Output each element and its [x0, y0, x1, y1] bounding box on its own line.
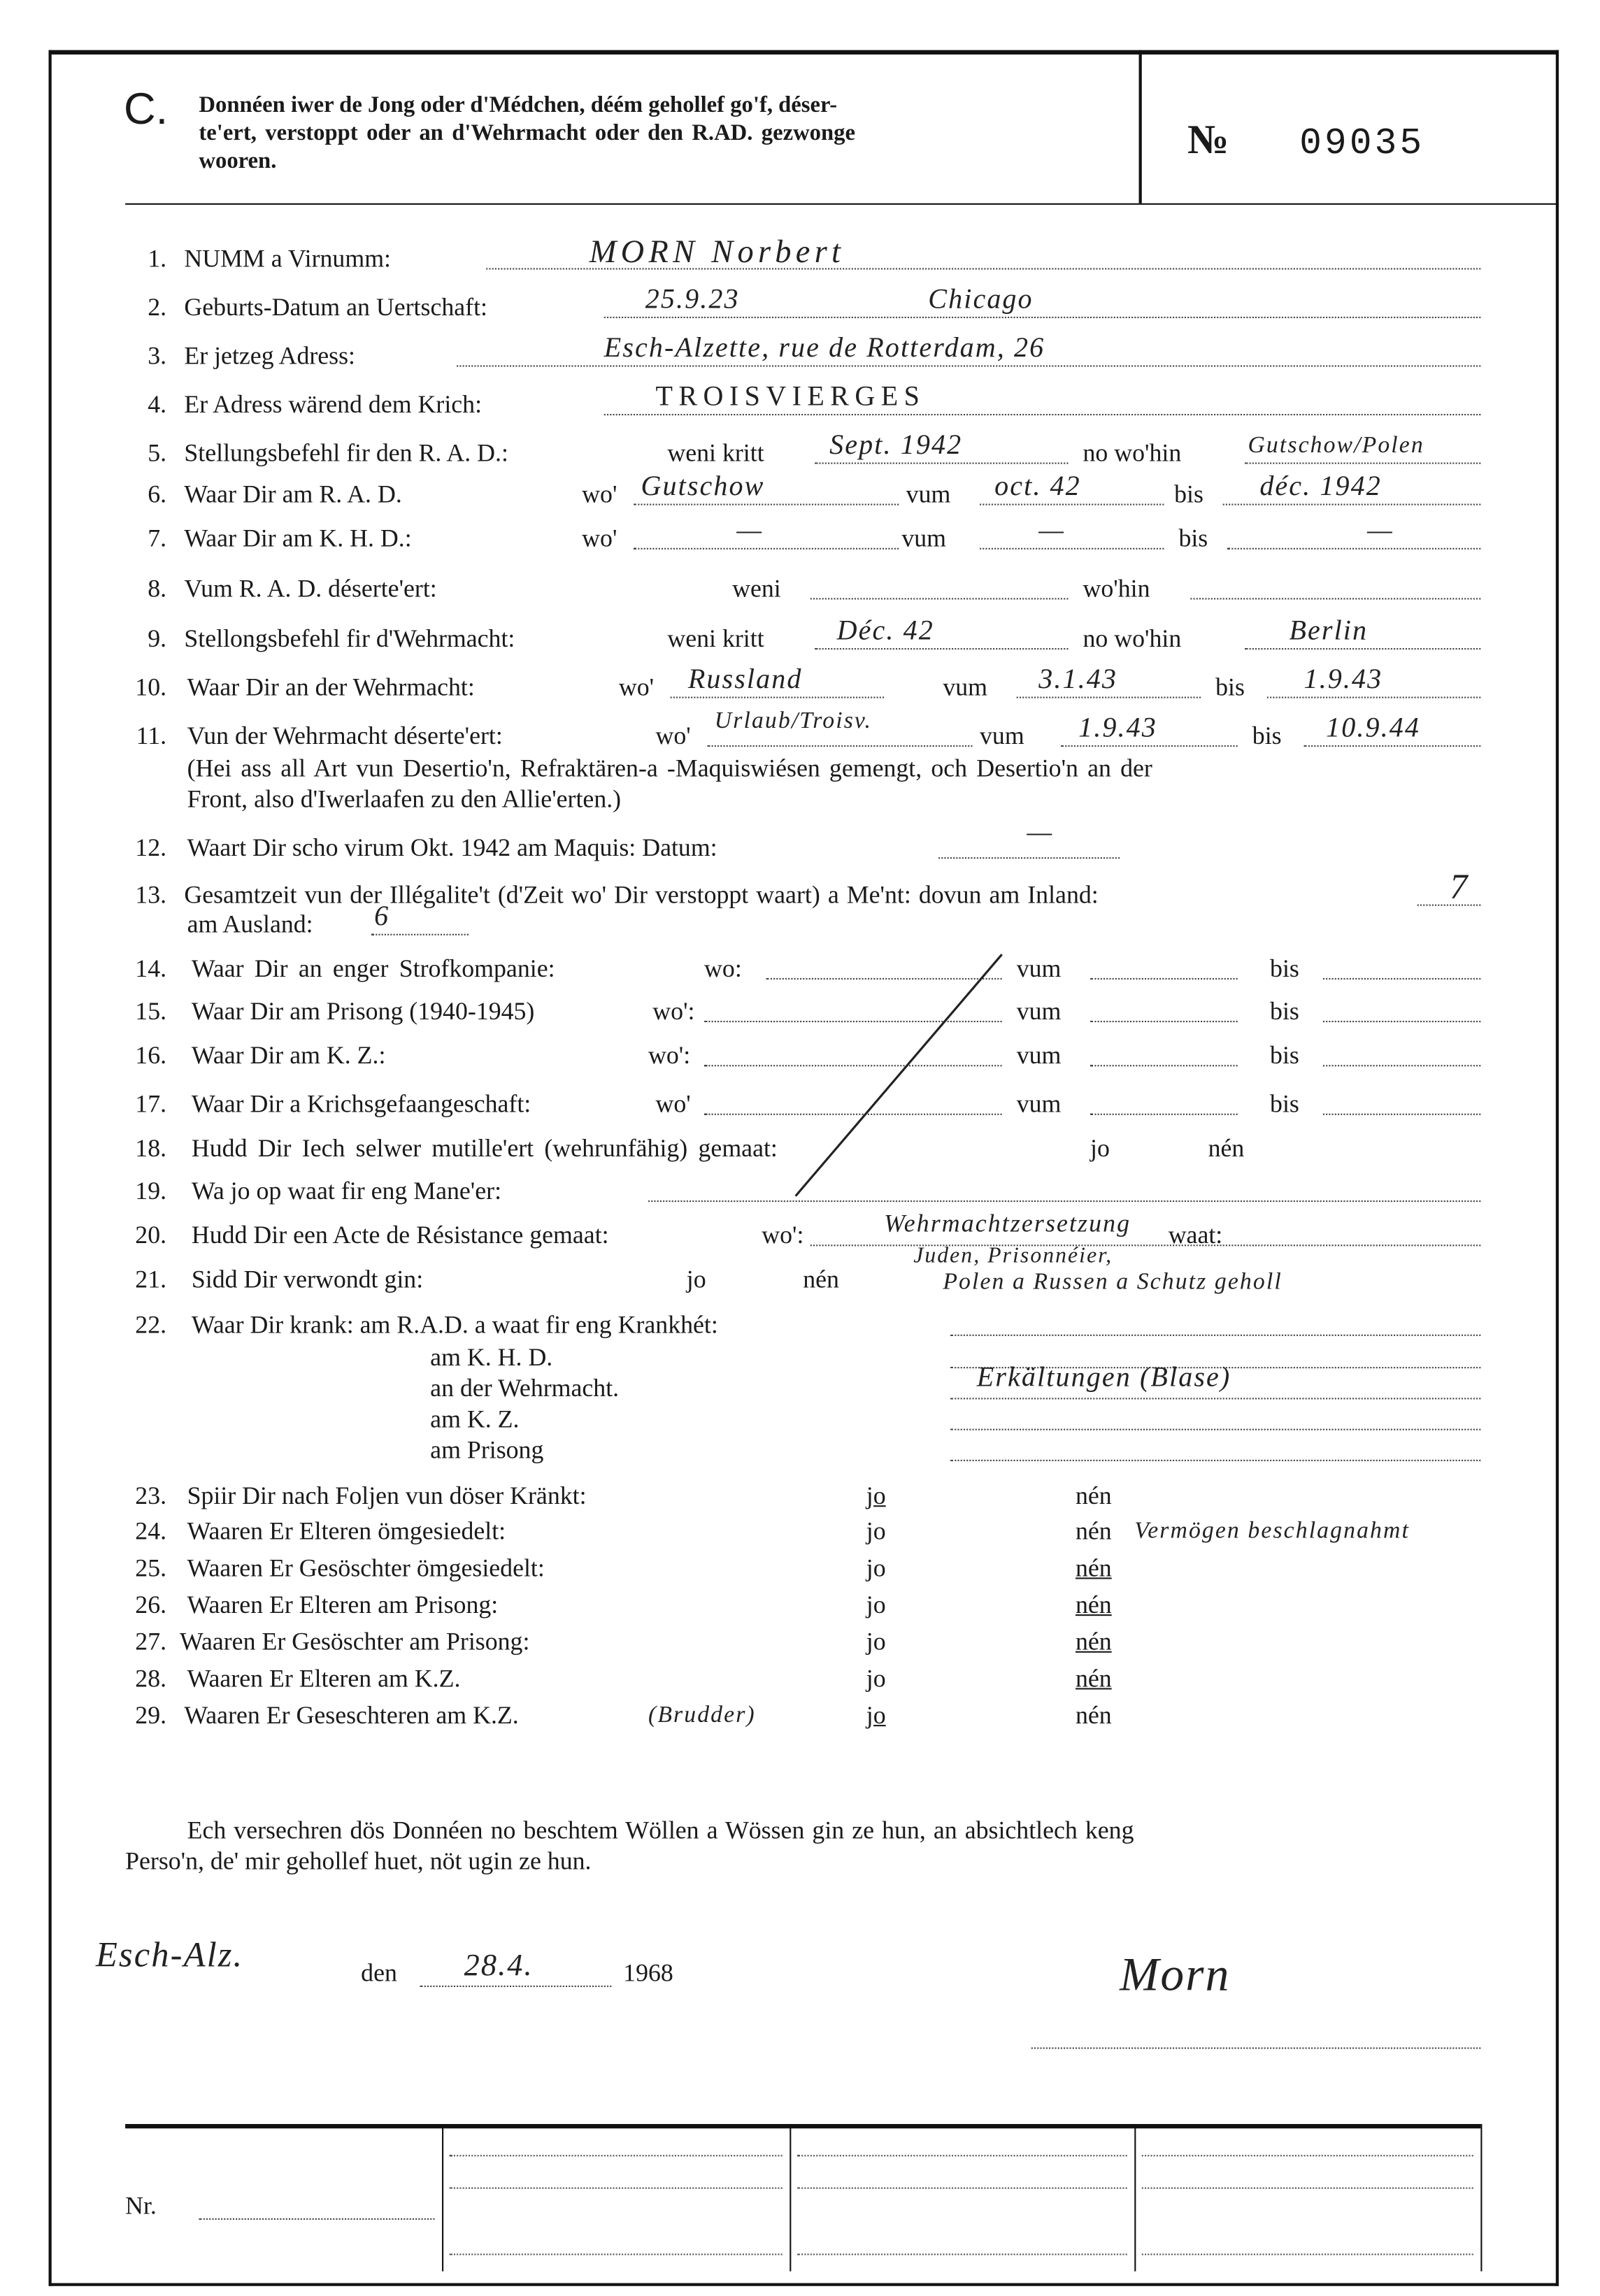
row-sublabel: am K. H. D. [430, 1343, 553, 1372]
row-label: NUMM a Virnumm: [184, 244, 392, 273]
handwritten-war-address: TROISVIERGES [655, 381, 926, 412]
row-number: 13. [135, 880, 167, 909]
where-label: wo' [618, 673, 655, 701]
from-label: vum [906, 480, 951, 508]
yes-option: jo [686, 1265, 706, 1293]
nr-field [199, 2195, 434, 2220]
to-label: bis [1270, 1041, 1299, 1070]
footer-divider [1134, 2124, 1136, 2272]
yes-option: jo [866, 1628, 886, 1656]
section-letter: C. [123, 85, 169, 134]
row-label: Hudd Dir een Acte de Résistance gemaat: [191, 1221, 609, 1249]
from-label: vum [1016, 997, 1062, 1026]
yes-option: jo [866, 1554, 886, 1582]
row-label: Waaren Er Elteren ömgesiedelt: [187, 1517, 506, 1546]
no-option-selected: nén [1075, 1591, 1112, 1619]
handwritten-to: 1.9.43 [1303, 664, 1383, 696]
row-number: 20. [135, 1221, 167, 1249]
where-label: wo': [762, 1221, 804, 1249]
signature-line [1031, 2047, 1481, 2049]
row-label: Waart Dir scho virum Okt. 1942 am Maquis: Datum: [187, 833, 717, 862]
row-number: 25. [135, 1554, 167, 1582]
row-number: 17. [135, 1090, 167, 1119]
row-label: Waaren Er Gesöschter am Prisong: [180, 1628, 530, 1656]
to-label: bis [1270, 1090, 1299, 1119]
header-title-line: Donnéen iwer de Jong oder d'Médchen, déém gehollef go'f, déser- [199, 92, 838, 118]
yes-option: jo [866, 1664, 886, 1693]
row-label: Geburts-Datum an Uertschaft: [184, 293, 487, 322]
row-label: Er Adress wärend dem Krich: [184, 390, 483, 419]
footer-rule [125, 2124, 1480, 2128]
row-number: 5. [148, 438, 167, 467]
where-label: wo': [648, 1041, 691, 1070]
row-label: Waaren Er Elteren am Prisong: [187, 1591, 499, 1619]
from-label: vum [1016, 954, 1062, 983]
row-number: 8. [148, 574, 167, 603]
row-label: Gesamtzeit vun der Illégalite't (d'Zeit wo' Dir verstoppt waart) a Me'nt: dovun am Inland: [184, 880, 1099, 909]
handwritten-illness: Erkältungen (Blase) [976, 1362, 1231, 1394]
when-label: weni [732, 574, 781, 603]
where-label: wo' [582, 524, 617, 553]
row-number: 11. [136, 722, 167, 750]
handwritten-inland-months: 7 [1450, 869, 1469, 907]
where-label: no wo'hin [1083, 624, 1182, 653]
no-option: nén [1075, 1517, 1112, 1546]
where-label: wo'hin [1083, 574, 1150, 603]
row-number: 9. [148, 624, 167, 653]
row-label: Waar Dir an der Wehrmacht: [187, 673, 475, 701]
no-option: nén [803, 1265, 839, 1293]
row-number: 15. [135, 997, 167, 1026]
to-label: bis [1178, 524, 1208, 553]
row-label: Sidd Dir verwondt gin: [191, 1265, 424, 1293]
handwritten-date: 28.4. [464, 1947, 534, 1983]
row-label: Vun der Wehrmacht déserte'ert: [187, 722, 503, 750]
footer-cell [450, 2155, 783, 2255]
row-label: Stellungsbefehl fir den R. A. D.: [184, 438, 508, 467]
to-label: bis [1252, 722, 1282, 750]
row-label: Waaren Er Gesöschter ömgesiedelt: [187, 1554, 545, 1582]
from-label: vum [1016, 1041, 1062, 1070]
handwritten-when: Déc. 42 [836, 615, 934, 647]
date-field [420, 1947, 611, 1987]
from-label: vum [943, 673, 988, 701]
header-title-line: wooren. [199, 148, 277, 174]
handwritten-birth-place: Chicago [928, 284, 1034, 315]
row-number: 10. [135, 673, 167, 701]
row-number: 16. [135, 1041, 167, 1070]
row-number: 2. [148, 293, 167, 322]
row-number: 21. [135, 1265, 167, 1293]
handwritten-where: Gutschow [641, 471, 765, 503]
handwritten-to: 10.9.44 [1326, 712, 1420, 744]
handwritten-from: 3.1.43 [1038, 664, 1118, 696]
row-label: am Ausland: [187, 910, 313, 939]
form-number: 09035 [1299, 122, 1425, 165]
row-number: 14. [135, 954, 167, 983]
to-label: bis [1270, 954, 1299, 983]
row-number: 18. [135, 1134, 167, 1163]
yes-option: jo [1090, 1134, 1110, 1163]
row-label: Er jetzeg Adress: [184, 341, 356, 370]
row-11-note: (Hei ass all Art vun Desertio'n, Refraktären-a -Maquiswiésen gemengt, och Desertio'n an der [187, 754, 1152, 782]
what-label: waat: [1168, 1221, 1223, 1249]
row-label: Waar Dir a Krichsgefaangeschaft: [191, 1090, 531, 1119]
row-label: Waar Dir am K. H. D.: [184, 524, 412, 553]
to-label: bis [1215, 673, 1245, 701]
from-label: vum [901, 524, 947, 553]
no-option-selected: nén [1075, 1628, 1112, 1656]
row-number: 7. [148, 524, 167, 553]
where-label: wo' [655, 1090, 691, 1119]
handwritten-to: — [1367, 515, 1394, 547]
yes-option: jo [866, 1517, 886, 1546]
yes-option-selected: jo [866, 1701, 886, 1730]
row-number: 4. [148, 390, 167, 419]
footer-divider [442, 2124, 444, 2272]
row-number: 1. [148, 244, 167, 273]
handwritten-where: Gutschow/Polen [1248, 433, 1424, 459]
row-label: Waar Dir am R. A. D. [184, 480, 402, 508]
handwritten-remark: (Brudder) [648, 1702, 756, 1728]
no-option: nén [1075, 1701, 1112, 1730]
row-number: 24. [135, 1517, 167, 1546]
row-label: Waar Dir am Prisong (1940-1945) [191, 997, 535, 1026]
row-number: 26. [135, 1591, 167, 1619]
handwritten-maquis-date: — [1027, 817, 1054, 849]
row-label: Waar Dir am K. Z.: [191, 1041, 386, 1070]
row-number: 19. [135, 1177, 167, 1205]
no-option: nén [1208, 1134, 1245, 1163]
from-label: vum [1016, 1090, 1062, 1119]
row-label: Spiir Dir nach Foljen vun döser Kränkt: [187, 1481, 587, 1510]
row-label: Waaren Er Geseschteren am K.Z. [184, 1701, 519, 1730]
row-number: 27. [135, 1628, 167, 1656]
row-sublabel: an der Wehrmacht. [430, 1374, 620, 1402]
row-number: 3. [148, 341, 167, 370]
where-label: no wo'hin [1083, 438, 1182, 467]
row-label: Vum R. A. D. déserte'ert: [184, 574, 437, 603]
yes-option: jo [866, 1591, 886, 1619]
number-symbol: № [1187, 117, 1229, 164]
signature: Morn [1120, 1947, 1231, 2001]
row-sublabel: am K. Z. [430, 1405, 520, 1433]
from-label: vum [980, 722, 1024, 750]
to-label: bis [1270, 997, 1299, 1026]
where-label: wo' [582, 480, 617, 508]
handwritten-resistance-detail: Juden, Prisonnéier, [913, 1244, 1113, 1268]
where-label: wo' [655, 722, 691, 750]
when-label: weni kritt [667, 438, 764, 467]
row-label: Wa jo op waat fir eng Mane'er: [191, 1177, 502, 1205]
row-label: Stellongsbefehl fir d'Wehrmacht: [184, 624, 515, 653]
when-label: weni kritt [667, 624, 764, 653]
row-number: 29. [135, 1701, 167, 1730]
footer-cell [797, 2155, 1127, 2255]
row-label: Hudd Dir Iech selwer mutille'ert (wehrunfähig) gemaat: [191, 1134, 778, 1163]
yes-option-selected: jo [866, 1481, 886, 1510]
footer-cell [1142, 2155, 1473, 2255]
handwritten-ausland-months: 6 [374, 901, 390, 933]
den-label: den [361, 1959, 397, 1988]
where-label: wo': [652, 997, 695, 1026]
handwritten-place: Esch-Alz. [95, 1937, 244, 1976]
handwritten-birth-date: 25.9.23 [645, 284, 740, 315]
row-label: Waar Dir krank: am R.A.D. a waat fir eng Krankhét: [191, 1311, 718, 1340]
footer-divider [790, 2124, 792, 2272]
declaration-text: Perso'n, de' mir gehollef huet, nöt ugin ze hun. [125, 1846, 592, 1875]
row-label: Waar Dir an enger Strofkompanie: [191, 954, 555, 983]
handwritten-remark: Vermögen beschlagnahmt [1134, 1519, 1410, 1544]
nr-label: Nr. [125, 2191, 157, 2220]
handwritten-where: — [736, 515, 764, 547]
handwritten-resistance-detail: Polen a Russen a Schutz geholl [943, 1270, 1283, 1295]
handwritten-name: MORN Norbert [589, 232, 845, 270]
handwritten-where: Russland [687, 664, 803, 696]
row-11-note: Front, also d'Iwerlaafen zu den Allie'erten.) [187, 784, 622, 813]
row-number: 6. [148, 480, 167, 508]
row-number: 12. [135, 833, 167, 862]
handwritten-when: Sept. 1942 [829, 430, 963, 461]
handwritten-from: — [1038, 515, 1066, 547]
handwritten-where: Berlin [1289, 615, 1369, 647]
no-option-selected: nén [1075, 1554, 1112, 1582]
handwritten-where: Urlaub/Troisv. [714, 708, 873, 734]
row-sublabel: am Prisong [430, 1436, 544, 1465]
where-label: wo: [704, 954, 742, 983]
handwritten-from: 1.9.43 [1078, 712, 1157, 744]
no-option: nén [1075, 1481, 1112, 1510]
to-label: bis [1174, 480, 1203, 508]
handwritten-from: oct. 42 [994, 471, 1081, 503]
row-number: 22. [135, 1311, 167, 1340]
header-title-line: te'ert, verstoppt oder an d'Wehrmacht oder den R.AD. gezwonge [199, 120, 855, 146]
year-text: 1968 [623, 1959, 673, 1988]
declaration-text: Ech versechren dös Donnéen no beschtem Wöllen a Wössen gin ze hun, an absichtlech keng [187, 1816, 1134, 1844]
handwritten-address: Esch-Alzette, rue de Rotterdam, 26 [603, 333, 1045, 364]
no-option-selected: nén [1075, 1664, 1112, 1693]
handwritten-resistance-act: Wehrmachtzersetzung [884, 1209, 1131, 1237]
handwritten-to: déc. 1942 [1259, 471, 1382, 503]
row-number: 23. [135, 1481, 167, 1510]
footer-divider [1480, 2124, 1483, 2272]
row-number: 28. [135, 1664, 167, 1693]
row-label: Waaren Er Elteren am K.Z. [187, 1664, 461, 1693]
